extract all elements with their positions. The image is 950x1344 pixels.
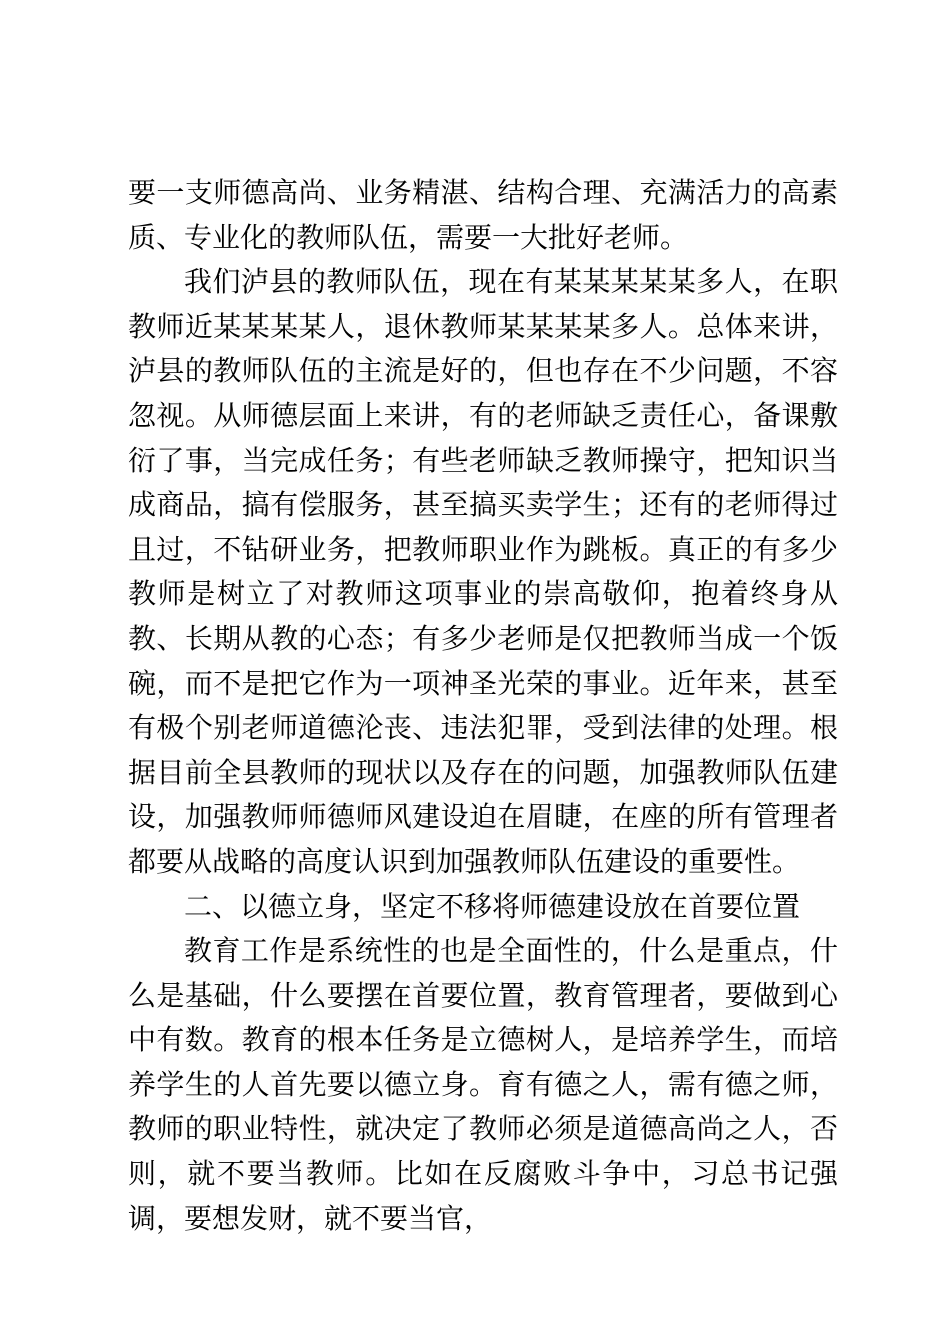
paragraph-teacher-team-status: 我们泸县的教师队伍，现在有某某某某某多人，在职教师近某某某某人，退休教师某某某某多人。总体来讲，泸县的教师队伍的主流是好的，但也存在不少问题，不容忽视。从师德层面上来讲，有的老师缺乏责任心，备课敷衍了事，当完成任务；有些老师缺乏教师操守，把知识当成商品，搞有偿服务，甚至搞买卖学生；还有的老师得过且过，不钻研业务，把教师职业作为跳板。真正的有多少教师是树立了对教师这项事业的崇高敬仰，抱着终身从教、长期从教的心态；有多少老师是仅把教师当成一个饭碗，而不是把它作为一项神圣光荣的事业。近年来，甚至有极个别老师道德沦丧、违法犯罪，受到法律的处理。根据目前全县教师的现状以及存在的问题，加强教师队伍建设，加强教师师德师风建设迫在眉睫，在座的所有管理者都要从战略的高度认识到加强教师队伍建设的重要性。 [128,265,838,878]
document-body [128,171,838,1241]
paragraph-moral-priority: 教育工作是系统性的也是全面性的，什么是重点，什么是基础，什么要摆在首要位置，教育管理者，要做到心中有数。教育的根本任务是立德树人，是培养学生，而培养学生的人首先要以德立身。育有德之人，需有德之师，教师的职业特性，就决定了教师必须是道德高尚之人，否则，就不要当教师。比如在反腐败斗争中，习总书记强调，要想发财，就不要当官， [128,934,838,1235]
section-heading: 二、以德立身，坚定不移将师德建设放在首要位置 [184,889,801,923]
paragraph-continuation: 要一支师德高尚、业务精湛、结构合理、充满活力的高素质、专业化的教师队伍，需要一大批好老师。 [128,176,838,254]
